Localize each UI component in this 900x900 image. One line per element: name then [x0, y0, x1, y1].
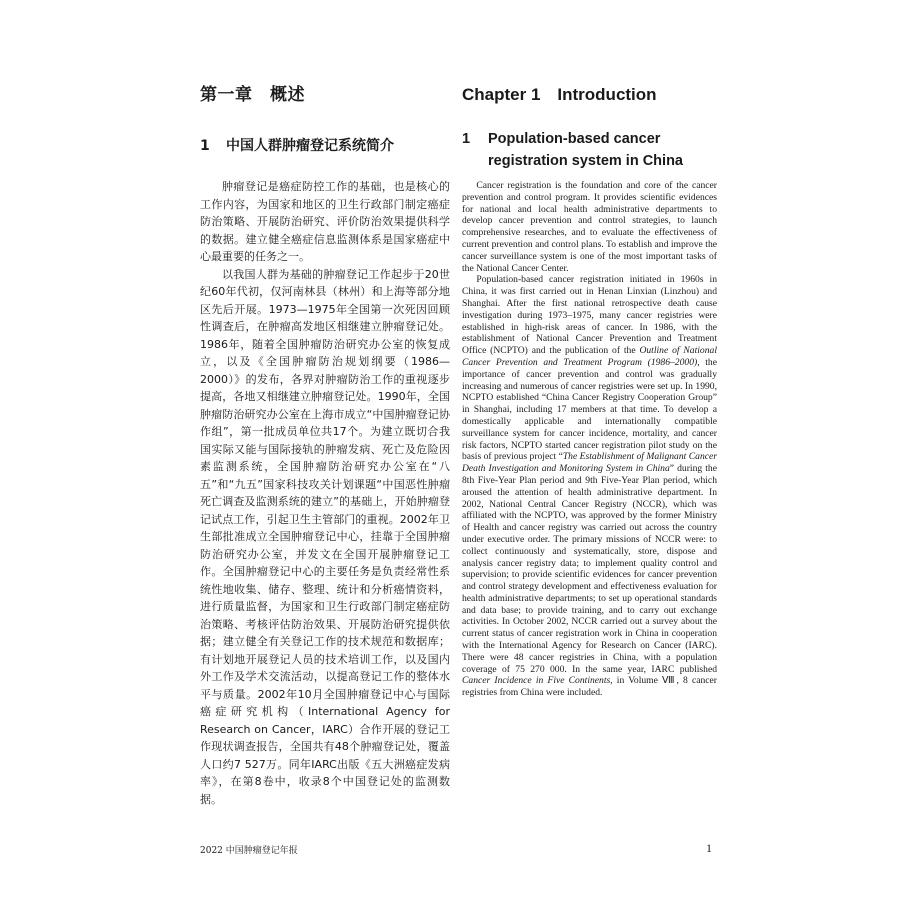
- project-title: The Establishment of Malignant Cancer Death Investigation and Monitoring System in China: [462, 451, 717, 475]
- chapter-title-en: Chapter 1 Introduction: [462, 85, 657, 104]
- publication-title: Cancer Incidence in Five Continents: [462, 675, 611, 687]
- paragraph-en-2-part-a: Population-based cancer registration initiated in 1960s in China, it was first carried out in Henan Linxian (Linzhou) and Shanghai. After the first national retrospective death cause investigation during 1973–1975, many cancer registries were established in high-risk areas of cancer. In 1986, with the establishment of National Cancer Prevention and Treatment Office (NCPTO) and the publication of the: [462, 274, 717, 357]
- section-heading-cn: [200, 136, 450, 156]
- running-footer-title: 2022 中国肿瘤登记年报: [200, 846, 298, 856]
- body-text-en: [462, 180, 717, 699]
- chapter-title-cn: 第一章 概述: [200, 85, 305, 105]
- section-title-en: Population-based cancer registration system in China: [488, 131, 683, 169]
- paragraph-cn-2: 以我国人群为基础的肿瘤登记工作起步于20世纪60年代初，仅河南林县（林州）和上海等部分地区先后开展。1973—1975年全国第一次死因回顾性调查后，在肿瘤高发地区相继建立肿瘤登记处。1986年，随着全国肿瘤防治研究办公室的恢复成立，以及《全国肿瘤防治规划纲要（1986—2000）》的发布，各界对肿瘤防治工作的重视逐步提高，各地又相继建立肿瘤登记处。1990年，全国肿瘤防治研究办公室在上海市成立“中国肿瘤登记协作组”，第一批成员单位共17个。为建立既切合我国实际又能与国际接轨的肿瘤发病、死亡及危险因素监测系统，全国肿瘤防治研究办公室在“八五”和“九五”国家科技攻关计划课题“中国恶性肿瘤死亡调查及监测系统的建立”的基础上，开始肿瘤登记试点工作，引起卫生主管部门的重视。2002年卫生部批准成立全国肿瘤登记中心，挂靠于全国肿瘤防治研究办公室，并发文在全国开展肿瘤登记工作。全国肿瘤登记中心的主要任务是负责经常性系统性地收集、储存、整理、统计和分析癌情资料，进行质量监督，为国家和卫生行政部门制定癌症防治策略、考核评估防治效果、开展防治研究提供依据；建立健全有关登记工作的技术规范和数据库；有计划地开展登记人员的技术培训工作，以及国内外工作及学术交流活动，以提高登记工作的整体水平与质量。2002年10月全国肿瘤登记中心与国际癌症研究机构（International Agency for Research on Cancer，IARC）合作开展的登记工作现状调查报告，全国共有48个肿瘤登记处，覆盖人口约7 527万。同年IARC出版《五大洲癌症发病率》，在第8卷中，收录8个中国登记处的监测数据。: [200, 267, 450, 806]
- section-number-en: 1: [462, 131, 471, 147]
- outline-program-title: Outline of National Cancer Prevention and Treatment Program (1986–2000): [462, 345, 717, 368]
- body-text-cn: [200, 178, 450, 808]
- english-column: [462, 80, 717, 699]
- section-heading-en: [462, 128, 717, 172]
- paragraph-en-2: [462, 274, 717, 699]
- paragraph-cn-1: 肿瘤登记是癌症防控工作的基础，也是核心的工作内容，为国家和地区的卫生行政部门制定癌症防治策略、开展防治研究、评价防治效果提供科学的数据。建立健全癌症信息监测体系是国家癌症中心最重要的任务之一。: [200, 180, 450, 263]
- paragraph-en-2-part-e: ” during the 8th Five-Year Plan period and 9th Five-Year Plan period, which aroused the attention of health administrative department. In 2002, National Central Cancer Registry (NCCR), which was affiliated with the NCPTO, was approved by the former Ministry of Health and cancer registry was carried out across the country under executive order. The primary missions of NCCR were: to collect continuously and systematically, store, dispose and analysis cancer registry data; to implement quality control and supervision; to provide scientific evidences for cancer prevention and control strategy development and effectiveness evaluation for health administrative departments; to set up operational standards and data base; to provide training, and to carry out exchange activities. In October 2002, NCCR carried out a survey about the current status of cancer registration work in China in cooperation with the International Agency for Research on Cancer (IARC). There were 48 cancer registries in China, with a population coverage of 75 270 000. In the same year, IARC published: [462, 463, 717, 675]
- paragraph-en-2-part-c: , the importance of cancer prevention and control was gradually increasing and numerous of cancer registries were set up. In 1990, NCPTO established “China Cancer Registry Cooperation Group” in Shanghai, including 17 members at that time. To develop a domestically applicable and internationally compatible surveillance system for cancer incidence, mortality, and cancer risk factors, NCPTO started cancer registration pilot study on the basis of previous project “: [462, 356, 717, 463]
- section-title-cn: 中国人群肿瘤登记系统简介: [226, 138, 394, 154]
- paragraph-en-1: Cancer registration is the foundation and core of the cancer prevention and control program. It provides scientific evidences for national and local health administrative departments to develop cancer prevention and control strategies, to launch comprehensive researches, and to evaluate the effectiveness of current prevention and control plans. To establish and improve the cancer surveillance system is one of the most important tasks of the National Cancer Center.: [462, 180, 717, 274]
- paragraph-en-2-part-g: , in Volume Ⅷ, 8 cancer registries from China were included.: [462, 675, 717, 699]
- section-number-cn: 1: [200, 138, 210, 154]
- chinese-column: [200, 80, 450, 808]
- page-number: 1: [706, 841, 712, 855]
